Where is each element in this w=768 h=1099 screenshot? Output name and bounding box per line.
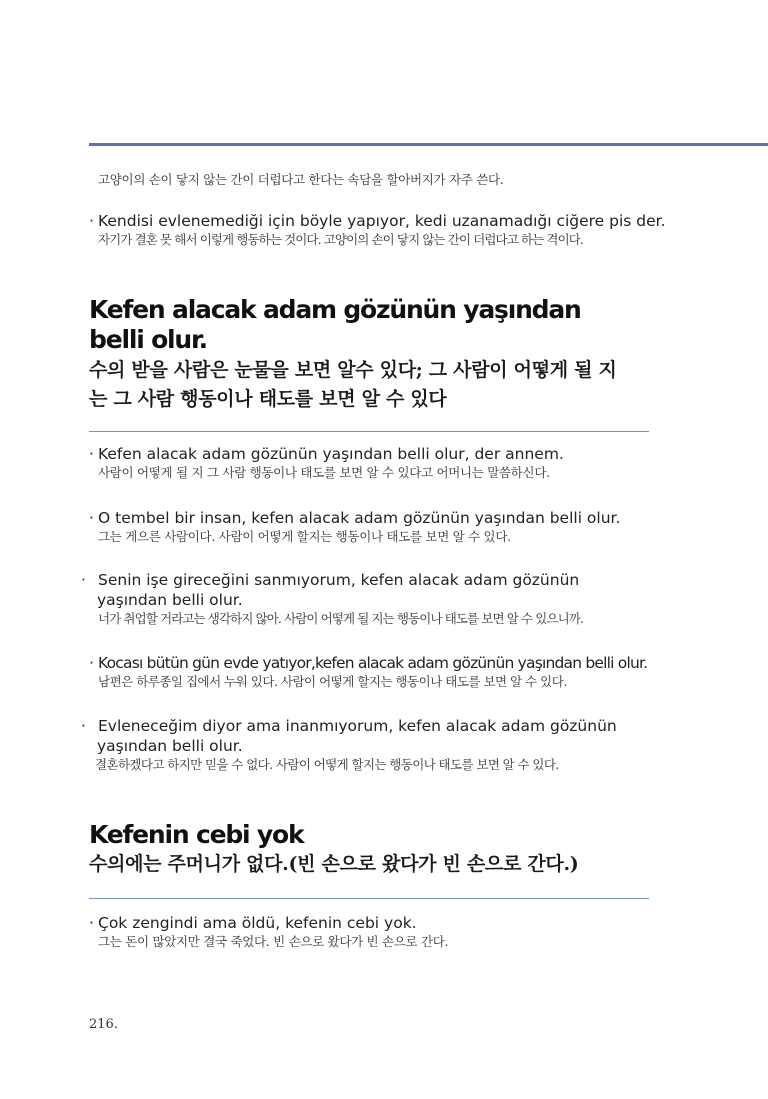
bullet: · <box>89 654 94 672</box>
section2-title-tr: Kefenin cebi yok <box>89 820 304 849</box>
intro-example <box>89 211 689 249</box>
example-ko: 그는 돈이 많았지만 결국 죽었다. 빈 손으로 왔다가 빈 손으로 간다. <box>98 934 449 949</box>
section1-title-tr: Kefen alacak adam gözünün yaşından belli olur. <box>89 295 581 354</box>
continuation-ko: 고양이의 손이 닿지 않는 간이 더럽다고 한다는 속담을 할아버지가 자주 쓴다. <box>98 172 504 187</box>
bullet: · <box>81 717 86 735</box>
section2-heading <box>89 820 649 879</box>
section2-rule <box>89 898 649 899</box>
page-number: 216. <box>89 1017 118 1032</box>
example-tr: · Kendisi evlenemediği için böyle yapıyor, kedi uzanamadığı ciğere pis der. <box>89 212 666 230</box>
bullet: · <box>89 212 94 230</box>
example-tr: · Senin işe gireceğini sanmıyorum, kefen alacak adam gözünün yaşından belli olur. <box>81 571 580 609</box>
section1-example-1 <box>89 444 649 482</box>
bullet: · <box>89 445 94 463</box>
example-ko: 결혼하겠다고 하지만 믿을 수 없다. 사람이 어떻게 할지는 행동이나 태도를 보면 알 수 있다. <box>95 757 559 772</box>
example-tr: · O tembel bir insan, kefen alacak adam gözünün yaşından belli olur. <box>89 509 621 527</box>
example-ko: 자기가 결혼 못 해서 이렇게 행동하는 것이다. 고양이의 손이 닿지 않는 간이 더럽다고 하는 격이다. <box>98 232 584 247</box>
section1-example-5 <box>81 716 629 774</box>
example-ko: 그는 게으른 사람이다. 사람이 어떻게 할지는 행동이나 태도를 보면 알 수 있다. <box>98 529 511 544</box>
example-tr: · Kocası bütün gün evde yatıyor,kefen alacak adam gözünün yaşından belli olur. <box>89 654 648 672</box>
bullet: · <box>89 509 94 527</box>
example-ko: 너가 취업할 거라고는 생각하지 않아. 사람이 어떻게 될 지는 행동이나 태도를 보면 알 수 있으니까. <box>98 611 584 626</box>
section2-example-1 <box>89 913 649 951</box>
example-tr: · Çok zengindi ama öldü, kefenin cebi yok. <box>89 914 417 932</box>
section1-example-3 <box>81 570 609 628</box>
example-tr: · Evleneceğim diyor ama inanmıyorum, kefen alacak adam gözünün yaşından belli olur. <box>81 717 617 755</box>
section1-example-2 <box>89 508 649 546</box>
example-tr: · Kefen alacak adam gözünün yaşından belli olur, der annem. <box>89 445 564 463</box>
section1-title-ko: 수의 받을 사람은 눈물을 보면 알수 있다; 그 사람이 어떻게 될 지는 그 사람 행동이나 태도를 보면 알 수 있다 <box>89 359 617 410</box>
section1-heading <box>89 295 629 414</box>
section1-example-4 <box>89 653 649 691</box>
example-ko: 남편은 하루종일 집에서 누워 있다. 사람이 어떻게 할지는 행동이나 태도를 보면 알 수 있다. <box>98 674 567 689</box>
bullet: · <box>89 914 94 932</box>
continuation-block <box>89 171 649 189</box>
section2-title-ko: 수의에는 주머니가 없다.(빈 손으로 왔다가 빈 손으로 간다.) <box>89 853 579 875</box>
example-ko: 사람이 어떻게 될 지 그 사람 행동이나 태도를 보면 알 수 있다고 어머니는 말씀하신다. <box>98 465 550 480</box>
header-rule <box>89 143 768 146</box>
section1-rule <box>89 431 649 432</box>
bullet: · <box>81 571 86 589</box>
